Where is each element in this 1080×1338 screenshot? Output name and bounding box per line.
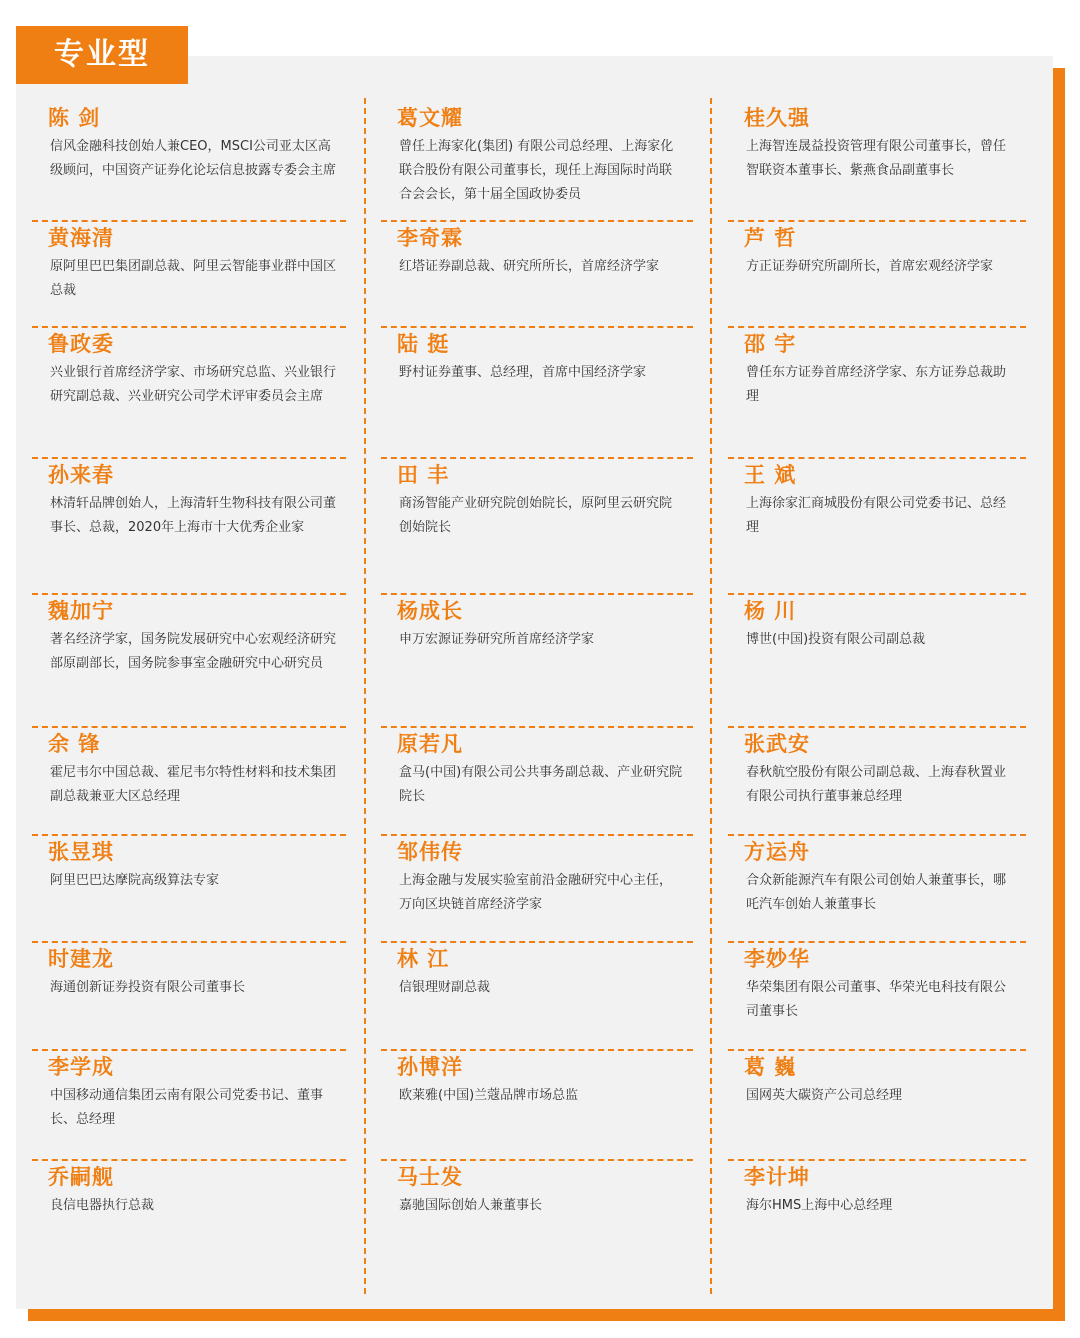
- member-name: 葛文耀: [397, 106, 463, 130]
- member-entry: [381, 1049, 693, 1161]
- member-description: 嘉驰国际创始人兼董事长: [399, 1198, 543, 1213]
- member-description: 商汤智能产业研究院创始院长，原阿里云研究院创始院长: [399, 496, 673, 535]
- member-name: 张武安: [744, 732, 810, 756]
- member-entry: [728, 941, 1026, 1051]
- member-description: 申万宏源证券研究所首席经济学家: [399, 632, 595, 647]
- member-entry: [728, 834, 1026, 943]
- member-description: 信银理财副总裁: [399, 980, 491, 995]
- member-name: 鲁政委: [48, 332, 114, 356]
- member-entry: [381, 326, 693, 459]
- member-name: 李妙华: [744, 947, 810, 971]
- member-entry: [32, 1049, 346, 1161]
- member-entry: [728, 593, 1026, 728]
- member-description: 野村证券董事、总经理，首席中国经济学家: [399, 365, 647, 380]
- member-entry: [728, 220, 1026, 328]
- member-name: 黄海清: [48, 226, 114, 250]
- member-description: 红塔证券副总裁、研究所所长，首席经济学家: [399, 259, 660, 274]
- member-description: 华荣集团有限公司董事、华荣光电科技有限公司董事长: [746, 980, 1007, 1019]
- member-entry: [381, 593, 693, 728]
- member-description: 博世(中国)投资有限公司副总裁: [746, 632, 926, 647]
- member-name: 邵 宇: [744, 332, 797, 356]
- member-description: 兴业银行首席经济学家、市场研究总监、兴业银行研究副总裁、兴业研究公司学术评审委员会主席: [50, 365, 337, 404]
- member-description: 海通创新证券投资有限公司董事长: [50, 980, 246, 995]
- member-name: 芦 哲: [744, 226, 797, 250]
- member-name: 邹伟传: [397, 840, 463, 864]
- member-entry: [32, 1159, 346, 1289]
- member-name: 杨 川: [744, 599, 797, 623]
- member-name: 桂久强: [744, 106, 810, 130]
- member-description: 合众新能源汽车有限公司创始人兼董事长，哪吒汽车创始人兼董事长: [746, 873, 1007, 912]
- member-entry: [32, 834, 346, 943]
- member-entry: [381, 726, 693, 836]
- member-description: 欧莱雅(中国)兰蔻品牌市场总监: [399, 1088, 579, 1103]
- member-description: 著名经济学家，国务院发展研究中心宏观经济研究部原副部长，国务院参事室金融研究中心研究员: [50, 632, 337, 671]
- member-name: 陆 挺: [397, 332, 450, 356]
- member-description: 曾任东方证券首席经济学家、东方证券总裁助理: [746, 365, 1007, 404]
- member-name: 陈 剑: [48, 106, 101, 130]
- member-entry: [381, 220, 693, 328]
- member-entry: [381, 100, 693, 222]
- member-entry: [728, 100, 1026, 222]
- member-entry: [381, 834, 693, 943]
- member-name: 王 斌: [744, 463, 797, 487]
- column-divider: [710, 98, 712, 1294]
- column-divider: [364, 98, 366, 1294]
- member-name: 原若凡: [397, 732, 463, 756]
- member-description: 林清轩品牌创始人，上海清轩生物科技有限公司董事长、总裁，2020年上海市十大优秀企业家: [50, 496, 337, 535]
- member-description: 国网英大碳资产公司总经理: [746, 1088, 903, 1103]
- member-entry: [32, 326, 346, 459]
- member-name: 李学成: [48, 1055, 114, 1079]
- member-description: 方正证券研究所副所长，首席宏观经济学家: [746, 259, 994, 274]
- member-name: 杨成长: [397, 599, 463, 623]
- member-entry: [381, 1159, 693, 1289]
- member-name: 张昱琪: [48, 840, 114, 864]
- member-entry: [728, 326, 1026, 459]
- member-entry: [728, 726, 1026, 836]
- member-description: 阿里巴巴达摩院高级算法专家: [50, 873, 220, 888]
- member-name: 李奇霖: [397, 226, 463, 250]
- member-description: 海尔HMS上海中心总经理: [746, 1198, 893, 1213]
- member-entry: [32, 220, 346, 328]
- member-entry: [32, 941, 346, 1051]
- member-description: 盒马(中国)有限公司公共事务副总裁、产业研究院院长: [399, 765, 683, 804]
- member-description: 上海徐家汇商城股份有限公司党委书记、总经理: [746, 496, 1007, 535]
- member-description: 春秋航空股份有限公司副总裁、上海春秋置业有限公司执行董事兼总经理: [746, 765, 1007, 804]
- member-name: 林 江: [397, 947, 450, 971]
- member-entry: [728, 1049, 1026, 1161]
- member-name: 孙来春: [48, 463, 114, 487]
- member-description: 上海智连晟益投资管理有限公司董事长，曾任智联资本董事长、紫燕食品副董事长: [746, 139, 1007, 178]
- member-description: 信风金融科技创始人兼CEO，MSCI公司亚太区高级顾问，中国资产证券化论坛信息披露专委会主席: [50, 139, 337, 178]
- member-name: 李计坤: [744, 1165, 810, 1189]
- member-name: 魏加宁: [48, 599, 114, 623]
- member-entry: [32, 726, 346, 836]
- member-entry: [32, 593, 346, 728]
- section-tag: 专业型: [16, 26, 188, 84]
- member-entry: [32, 100, 346, 222]
- member-description: 良信电器执行总裁: [50, 1198, 155, 1213]
- member-entry: [32, 457, 346, 595]
- member-name: 时建龙: [48, 947, 114, 971]
- member-name: 马士发: [397, 1165, 463, 1189]
- member-description: 曾任上海家化(集团) 有限公司总经理、上海家化联合股份有限公司董事长，现任上海国际时尚联合会会长，第十届全国政协委员: [399, 139, 674, 202]
- member-description: 上海金融与发展实验室前沿金融研究中心主任，万向区块链首席经济学家: [399, 873, 673, 912]
- member-entry: [381, 457, 693, 595]
- member-entry: [728, 1159, 1026, 1289]
- member-name: 葛 巍: [744, 1055, 797, 1079]
- member-name: 孙博洋: [397, 1055, 463, 1079]
- member-entry: [381, 941, 693, 1051]
- member-name: 余 锋: [48, 732, 101, 756]
- member-description: 霍尼韦尔中国总裁、霍尼韦尔特性材料和技术集团副总裁兼亚大区总经理: [50, 765, 337, 804]
- member-description: 中国移动通信集团云南有限公司党委书记、董事长、总经理: [50, 1088, 324, 1127]
- member-name: 田 丰: [397, 463, 450, 487]
- member-entry: [728, 457, 1026, 595]
- member-name: 乔嗣舰: [48, 1165, 114, 1189]
- member-description: 原阿里巴巴集团副总裁、阿里云智能事业群中国区总裁: [50, 259, 337, 298]
- member-name: 方运舟: [744, 840, 810, 864]
